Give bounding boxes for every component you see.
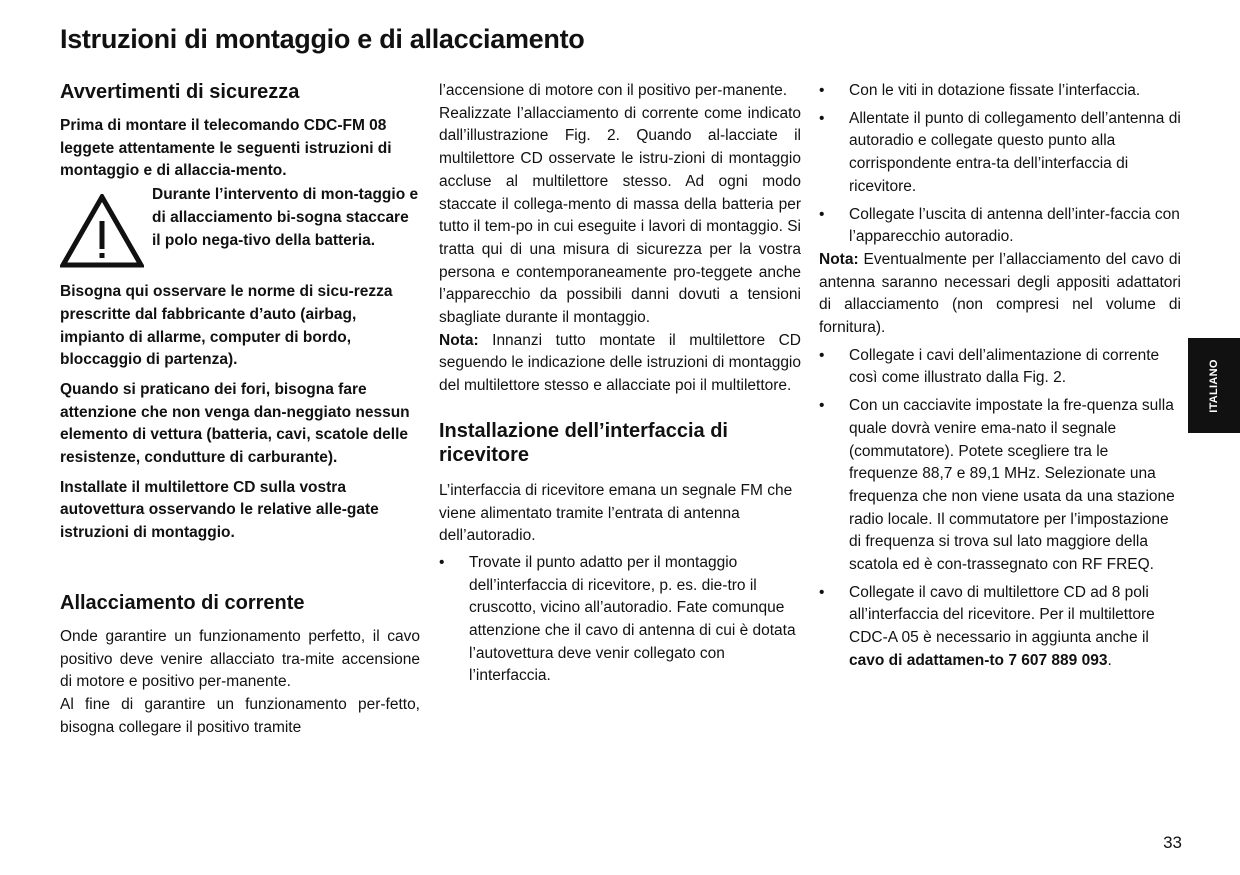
interface-bullets-b — [819, 80, 1181, 249]
bullet-icon: • — [439, 553, 445, 571]
page-title: Istruzioni di montaggio e di allacciamento — [60, 24, 585, 54]
bullet-icon: • — [819, 583, 825, 601]
bullet-icon: • — [819, 205, 825, 223]
heading-safety: Avvertimenti di sicurezza — [60, 81, 300, 103]
safety-para-1: Bisogna qui osservare le norme di sicu-rezza prescritte dal fabbricante d’auto (airbag, impianto di allarme, computer di bordo, bloccaggio di partenza). — [60, 283, 393, 369]
list-item: • Collegate l’uscita di antenna dell’inter-faccia con l’apparecchio autoradio. — [819, 205, 1180, 246]
power-para-1: Onde garantire un funzionamento perfetto, il cavo positivo deve venire allacciato tra-mite accensione di motore e positivo per-manente. — [60, 627, 420, 691]
list-item: • Collegate i cavi dell’alimentazione di corrente così come illustrato dalla Fig. 2. — [819, 346, 1160, 387]
bullet-icon: • — [819, 397, 825, 415]
bullet-icon: • — [819, 346, 825, 364]
interface-bullets-c — [819, 345, 1181, 673]
safety-para-3: Installate il multilettore CD sulla vostra autovettura osservando le relative alle-gate istruzioni di montaggio. — [60, 478, 379, 542]
warning-block — [60, 184, 420, 273]
interface-bullets-a — [439, 552, 801, 688]
list-item: • Trovate il punto adatto per il montaggio dell’interfaccia di ricevitore, p. es. die-tro il cruscotto, vicino all’autoradio. Fate comunque attenzione che il cavo di antenna di cui è dotata l’autovettura deve venir collegato con l’interfaccia. — [439, 553, 796, 685]
warning-text: Durante l’intervento di mon-taggio e di allacciamento bi-sogna staccare il polo nega-tivo della batteria. — [152, 186, 419, 249]
note-text: Eventualmente per l’allacciamento del cavo di antenna saranno necessari degli appositi adattatori di allacciamento (non compresi nel volume di fornitura). — [819, 250, 1181, 337]
note-label: Nota: — [439, 331, 479, 349]
bullet-icon: • — [819, 109, 825, 127]
list-item: • Con le viti in dotazione fissate l’interfaccia. — [819, 80, 1181, 103]
note-label: Nota: — [819, 250, 859, 268]
warning-triangle-icon — [60, 184, 152, 273]
power-para-3: Realizzate l’allacciamento di corrente come indicato dall’illustrazione Fig. 2. Quando al-lacciate il multilettore CD osservate le istru-zioni di montaggio accluse al multilettore stesso. Ad ogni modo staccate il collega-mento di massa della batteria per tutto il tem-po in cui eseguite i lavori di montaggio. Si tratta qui di una misura di sicurezza per la vostra persona e contemporaneamente pro-teggete anche l’apparecchio da possibili danni dovuti a tensioni sbagliate durante il montaggio. — [439, 104, 801, 327]
language-tab-label: ITALIANO — [1208, 358, 1220, 413]
list-item: • Con un cacciavite impostate la fre-quenza sulla quale dovrà venire ema-nato il segnale (commutatore). Potete scegliere tra le frequenze 88,7 e 89,1 MHz. Selezionate una frequenza che non viene usata da una stazione radio locale. Il commutatore per l’impostazione di frequenza si trova sul lato maggiore della scatola ed è con-trassegnato con RF FREQ. — [819, 397, 1175, 574]
column-left — [60, 80, 420, 739]
list-item: • Allentate il punto di collegamento dell’antenna di autoradio e collegate questo punto alla corrispondente entra-ta dell’interfaccia di ricevitore. — [819, 109, 1181, 195]
safety-intro: Prima di montare il telecomando CDC-FM 08 leggete attentamente le seguenti istruzioni di montaggio e di allaccia-mento. — [60, 117, 392, 180]
heading-power: Allacciamento di corrente — [60, 591, 305, 614]
interface-note — [819, 249, 1181, 340]
bullet-icon: • — [819, 82, 825, 99]
safety-para-2: Quando si praticano dei fori, bisogna fare attenzione che non venga dan-neggiato nessun elemento di vettura (batteria, cavi, scatole delle resistenze, condutture di carburante). — [60, 380, 410, 467]
note-text: Innanzi tutto montate il multilettore CD seguendo le indicazione delle istruzioni di montaggio del multilettore stesso e allacciate poi il multilettore. — [439, 331, 801, 395]
language-tab — [1188, 338, 1240, 433]
power-note — [439, 330, 801, 398]
page-number: 33 — [1163, 833, 1182, 852]
power-para-2-cont: l’accensione di motore con il positivo per-manente. — [439, 82, 788, 99]
interface-intro: L’interfaccia di ricevitore emana un segnale FM che viene alimentato tramite l’entrata di antenna dell’autoradio. — [439, 481, 793, 545]
power-para-2-start: Al fine di garantire un funzionamento per-fetto, bisogna collegare il positivo tramite — [60, 695, 420, 736]
column-right — [819, 80, 1181, 673]
list-item: • Collegate il cavo di multilettore CD ad 8 poli all’interfaccia del ricevitore. Per il multilettore CDC-A 05 è necessario in aggiunta anche il cavo di adattamen-to 7 607 889 093. — [819, 583, 1155, 669]
heading-interface: Installazione dell’interfaccia di ricevitore — [439, 419, 728, 466]
column-middle — [439, 80, 801, 688]
